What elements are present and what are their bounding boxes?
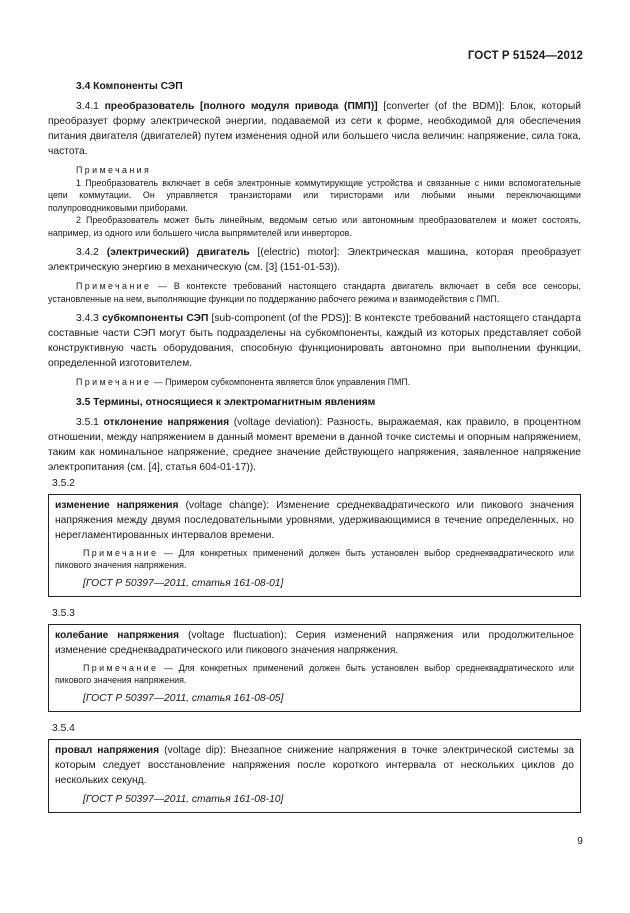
note-1: 1 Преобразователь включает в себя электронные коммутирующие устройства и связанные с ними вспомогательные цепи коммутации. Он управляется транзисторами или тиристорами или любыми иными переключающими полупроводниковыми приборами. [48,177,581,213]
term-number: 3.4.1 [76,101,105,112]
term-title: провал напряжения [55,744,160,756]
term-definition: [sub-component (of the PDS)]: В контексте требований настоящего стандарта составные части СЭП могут быть подразделены на субкомпоненты, каждый из которых представляет собой конструктивную часть оборудования, способную функционировать автономно при выполнении функции, определенной изготовителем. [48,313,581,369]
term-title: преобразователь [полного модуля привода (ПМП)] [104,101,378,112]
note-label: Примечание [76,377,152,387]
term-definition: [converter (of the BDM)]: Блок, который преобразует форму электрической энергии, подаваемой из сети к форме, необходимой для обеспечения питания двигателя (двигателей) путем изменения одной или большего числа величин: напряжение, сила тока, частота. [48,101,582,157]
note-text: — В контексте требований настоящего стандарта двигатель включает в себя все сенсоры, установленные на нем, выполняющие функции по поддержанию рабочего режима и взаимодействия с ПМП. [48,281,581,304]
term-number-3-5-2: 3.5.2 [52,477,75,489]
term-reference: [ГОСТ Р 50397—2011, статья 161-08-05] [83,692,284,704]
note-text: — Примером субкомпонента является блок управления ПМП. [151,377,411,387]
section-heading-3-5: 3.5 Термины, относящиеся к электромагнитным явлениям [76,396,376,408]
term-definition: [(electric) motor]: Электрическая машина, которая преобразует электрическую энергию в механическую (см. [3] (151-01-53)). [48,247,582,273]
note-label: Примечание [83,547,159,558]
note-3-4-3 [48,376,581,389]
term-definition: (voltage dip): Внезапное снижение напряжения в точке электрической системы за которым следует восстановление напряжения после короткого интервала от нескольких циклов до нескольких секунд. [55,744,574,786]
term-title: колебание напряжения [55,629,180,641]
term-text [55,498,574,543]
term-box-3-5-2 [48,494,581,597]
note-2: 2 Преобразователь может быть линейным, ведомым сетью или автономным преобразователем и может состоять, например, из одного или большего числа выпрямителей или инверторов. [48,215,581,238]
term-3-4-2 [48,245,581,275]
term-3-4-3 [48,311,581,371]
page-number: 9 [577,835,583,847]
term-definition: (voltage fluctuation): Серия изменений напряжения или продолжительное изменение среднеквадратического или пикового значения напряжения. [55,629,574,656]
note-text: — Для конкретных применений должен быть установлен выбор среднеквадратического или пикового значения напряжения. [55,547,574,570]
term-number: 3.4.3 [76,313,103,324]
section-heading-3-4: 3.4 Компоненты СЭП [76,81,183,92]
term-title: (электрический) двигатель [106,247,250,258]
standard-header: ГОСТ Р 51524—2012 [467,50,583,62]
term-text [55,743,574,788]
term-definition: (voltage change): Изменение среднеквадратического или пикового значения напряжения между двумя последовательными уровнями, удерживающимися в течение определенных, но нерегламентированных интервалов времени. [55,499,574,541]
term-box-3-5-4 [48,739,581,813]
term-number: 3.5.1 [76,416,104,428]
page-content [48,79,581,823]
term-text [55,628,574,658]
note-label: Примечание [76,281,152,291]
term-3-5-1 [48,415,581,475]
note-label: Примечание [83,662,159,673]
term-reference: [ГОСТ Р 50397—2011, статья 161-08-01] [83,577,284,589]
term-note [55,662,574,687]
term-title: субкомпоненты СЭП [102,313,209,324]
term-note [55,547,574,572]
term-number-3-5-3: 3.5.3 [52,607,75,619]
term-definition: (voltage deviation): Разность, выражаемая, как правило, в процентном отношении, между напряжением в данный момент времени в данной точке системы и опорным напряжением, таким как номинальное напряжение, среднее значение действующего напряжения, заявленное напряжение электропитания (см. [4], статья 604-01-17)). [48,416,581,473]
note-3-4-2 [48,280,581,305]
notes-label: Примечания [76,165,152,175]
term-3-4-1 [48,99,581,159]
term-box-3-5-3 [48,624,581,712]
term-title: отклонение напряжения [103,416,230,428]
term-reference: [ГОСТ Р 50397—2011, статья 161-08-10] [83,793,284,805]
term-number-3-5-4: 3.5.4 [52,722,75,734]
note-text: — Для конкретных применений должен быть установлен выбор среднеквадратического или пикового значения напряжения. [55,662,574,685]
term-title: изменение напряжения [55,499,179,511]
term-number: 3.4.2 [76,247,107,258]
